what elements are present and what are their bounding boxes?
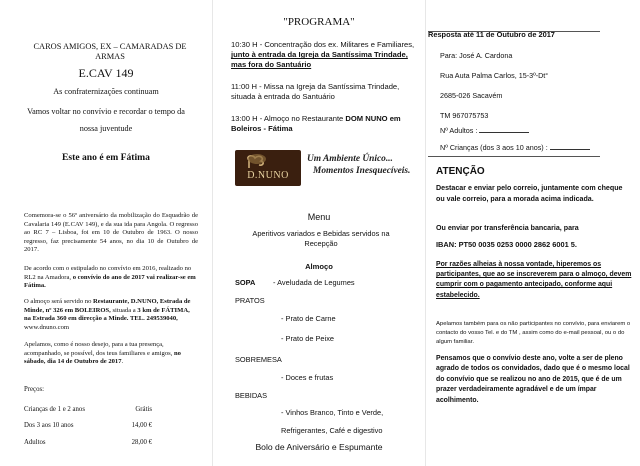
reception-note: Aperitivos variados e Bebidas servidos na Recepção [252, 229, 390, 249]
reply-box-bottom [428, 156, 600, 157]
address-line: Para: José A. Cardona [440, 51, 513, 60]
menu-item: - Vinhos Branco, Tinto e Verde, [281, 408, 384, 417]
slogan-line-1: Um Ambiente Único... [307, 154, 393, 164]
price-row [24, 434, 152, 450]
menu-row [235, 373, 421, 391]
price-value: Grátis [135, 405, 152, 413]
price-value: 28,00 € [131, 438, 152, 446]
menu-row [235, 278, 421, 296]
slogan-line-2: Momentos Inesquecíveis. [313, 166, 411, 176]
schedule-lunch-text: 13:00 H - Almoço no Restaurante [231, 114, 346, 123]
menu-row [235, 334, 421, 355]
schedule-lunch [231, 114, 415, 134]
decision-highlight: o convívio do ano de 2017 vai realizar-se em Fátima. [24, 273, 196, 290]
attention-mail: Destacar e enviar pelo correio, juntamente com cheque ou vale correio, para a morada acima indicada. [436, 184, 623, 204]
menu-item: - Doces e frutas [281, 373, 334, 382]
menu-item: Refrigerantes, Café e digestivo [281, 426, 383, 435]
children-field[interactable] [440, 142, 590, 152]
venue-website: www.dnuno.com [24, 323, 69, 331]
address-line: TM 967075753 [440, 111, 489, 120]
attention-transfer: Ou enviar por transferência bancaria, para [436, 224, 579, 232]
middle-panel [213, 0, 425, 466]
attention-contacts: Apelamos também para os não participantes no convívio, para enviarem o contacto do vosso Tel. e do TM , assim como do e-mail pessoal, ou o do algum familiar. [436, 321, 631, 345]
intro-line-3: nossa juventude [79, 124, 133, 133]
invitation-text: Apelamos, como é nosso desejo, para a tua presença, acompanhado, se possível, dos teus familiares e amigos, [24, 341, 174, 357]
adults-field[interactable] [440, 125, 529, 135]
children-label: Nº Crianças (dos 3 aos 10 anos) : [440, 143, 548, 152]
venue-restaurant: Restaurante, D.NUNO, Estrada de Minde, nº 326 em BOLEIROS, [24, 298, 191, 314]
schedule-gathering [231, 40, 415, 71]
right-panel [426, 0, 640, 466]
schedule-gathering-place: junto à entrada da Igreja da Santíssima Trindade, mas fora do Santuário [231, 50, 408, 70]
price-row [24, 417, 152, 434]
menu-category: PRATOS [235, 296, 265, 305]
venue-text-c: situada a [110, 306, 138, 314]
address-line: 2685-026 Sacavém [440, 91, 503, 100]
menu-title: Menu [307, 212, 331, 222]
menu-row [235, 296, 421, 314]
schedule-gathering-text: 10:30 H - Concentração dos ex. Militares e Familiares, [231, 40, 415, 49]
menu-item: - Aveludada de Legumes [273, 278, 355, 287]
closing-paragraph: Pensamos que o convívio deste ano, volte a ser de pleno agrado de todos os convidados, dado que é o mesmo local do convívio que se realizou no ano de 2015, que é de um prazer verdadeiramente agradável e de um ímpar acolhimento. [436, 355, 630, 404]
invitation-paragraph [24, 341, 198, 367]
adults-blank[interactable] [479, 125, 529, 133]
menu-list [235, 278, 421, 444]
schedule-mass: 11:00 H - Missa na Igreja da Santíssima Trindade, situada à entrada do Santuário [231, 82, 400, 102]
logo-text: D.NUNO [247, 170, 289, 181]
prices-label: Preços: [24, 386, 45, 393]
restaurant-logo [235, 150, 301, 186]
schedule-lunch-venue: DOM NUNO em Boleiros - Fátima [231, 114, 401, 134]
invitation-end: . [121, 358, 124, 366]
menu-row [235, 355, 421, 373]
venue-directions: 3 km de FÁTIMA, na Estrada 360 em direcção a Minde. TEL. 249539040, [24, 306, 190, 323]
intro-line-1: As confraternizações continuam [53, 87, 159, 96]
menu-item: - Prato de Peixe [281, 334, 334, 343]
attention-title: ATENÇÃO [436, 166, 485, 177]
address-line: Rua Auta Palma Carlos, 15-3º-Dt° [440, 71, 549, 80]
lunch-label: Almoço [305, 262, 333, 271]
decision-paragraph [24, 265, 198, 291]
price-label: Dos 3 aos 10 anos [24, 422, 74, 429]
adults-label: Nº Adultos : [440, 126, 480, 135]
decision-text: De acordo com o estipulado no convívio em 2016, realizado no RL2 na Amadora, [24, 265, 192, 281]
price-label: Adultos [24, 438, 46, 446]
children-blank[interactable] [550, 142, 590, 150]
menu-category: SOPA [235, 278, 256, 287]
left-panel [0, 0, 212, 466]
reply-box-top [428, 31, 600, 32]
menu-category: BEBIDAS [235, 391, 268, 400]
price-label: Crianças de 1 e 2 anos [24, 405, 85, 413]
venue-paragraph [24, 298, 198, 332]
unit-name: E.CAV 149 [78, 66, 134, 80]
intro-line-2: Vamos voltar no convívio e recordar o tempo da [27, 107, 185, 116]
menu-category: SOBREMESA [235, 355, 282, 364]
anniversary-paragraph: Comemora-se o 56º aniversário da mobilização do Esquadrão de Cavalaria 149 (E.CAV 149), e da sua ida para Angola. O regresso ao RC 7 – Lisboa, foi em 10 de Outubro de 1963. O nosso regresso, faz precisamente 54 anos, no dia 10 de Outubro de 2017. [24, 212, 198, 254]
menu-row [235, 391, 421, 408]
reply-address [440, 46, 548, 126]
reply-title: Resposta até 11 de Outubro de 2017 [428, 30, 555, 39]
iban-line: IBAN: PT50 0035 0253 0000 2862 6001 5. [436, 240, 577, 249]
event-date: no sábado, dia 14 de Outubro de 2017 [24, 349, 181, 366]
menu-row [235, 408, 421, 426]
greeting-heading: CAROS AMIGOS, EX – CAMARADAS DE ARMAS [33, 42, 187, 61]
price-value: 14,00 € [131, 422, 152, 429]
price-row [24, 401, 152, 417]
venue-text-a: O almoço será servido no [24, 298, 94, 305]
menu-row [235, 314, 421, 334]
attention-payment: Por razões alheias à nossa vontade, hiperemos os participantes, que ao se inscreverem para o almoço, devem cumprir com o pagamento antecipado, conforme aqui estabelecido. [436, 261, 632, 299]
program-title: "PROGRAMA" [283, 16, 355, 28]
menu-item: - Prato de Carne [281, 314, 336, 323]
prices-table [24, 401, 152, 450]
cake-line: Bolo de Aniversário e Espumante [255, 442, 383, 452]
location-subtitle: Este ano é em Fátima [62, 152, 150, 163]
